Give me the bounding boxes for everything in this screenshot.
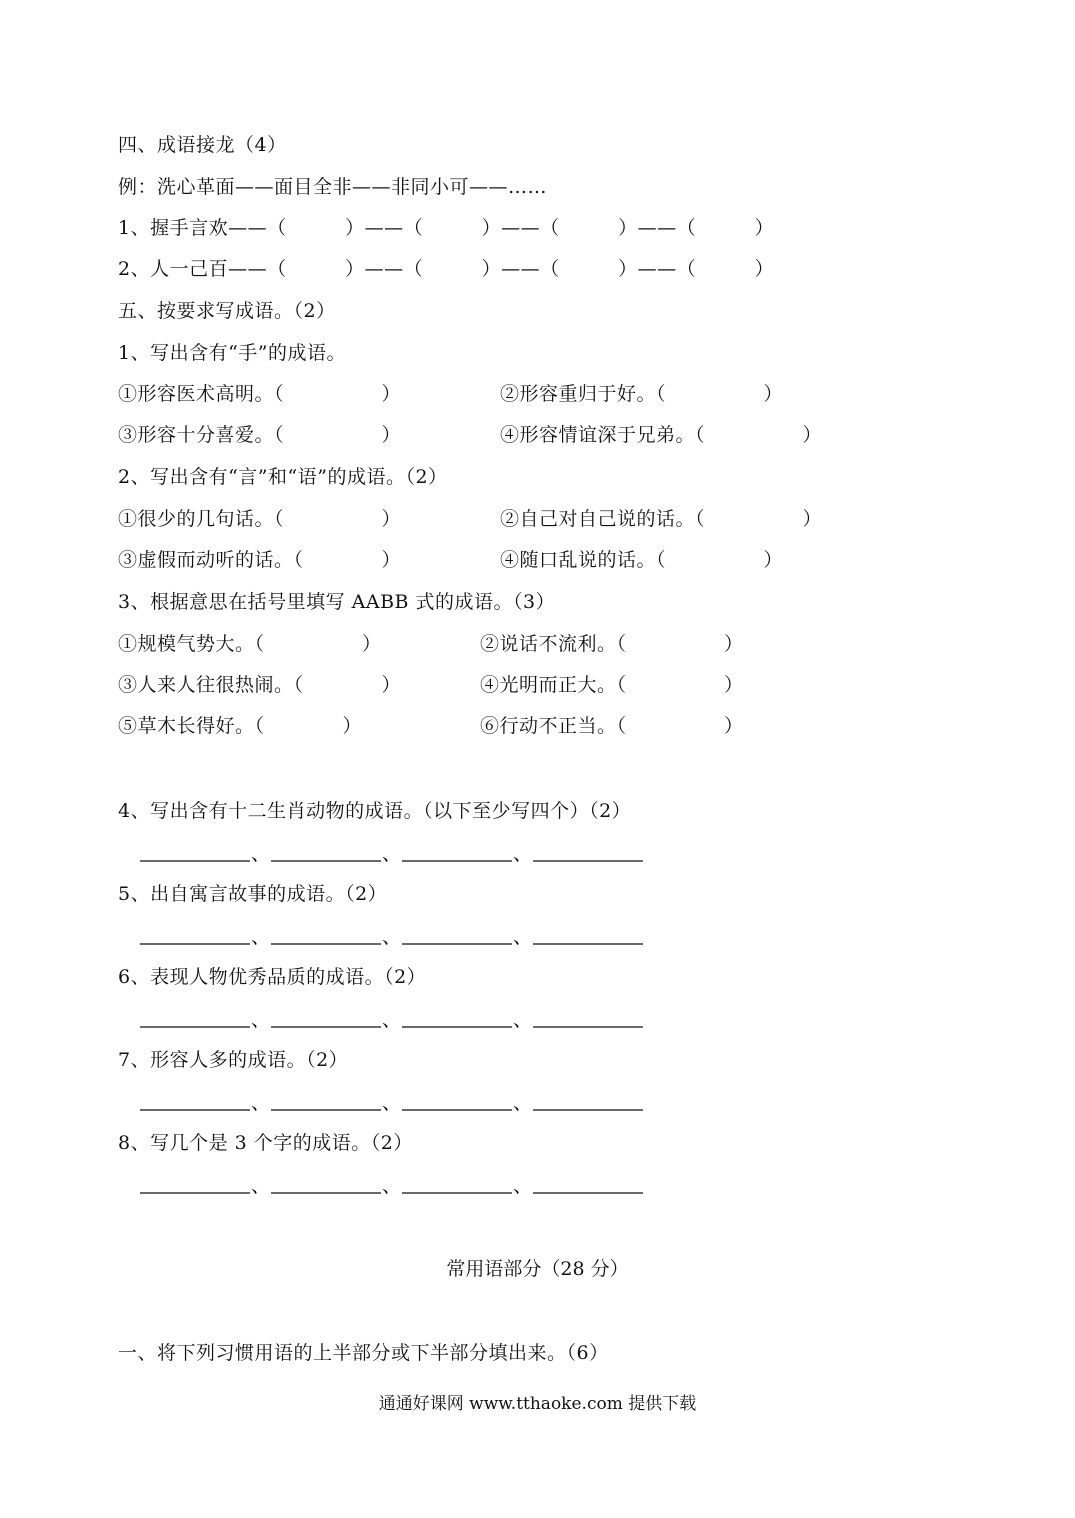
separator: 、 xyxy=(513,1092,533,1114)
separator: 、 xyxy=(251,843,271,865)
separator: 、 xyxy=(513,1009,533,1031)
separator: 、 xyxy=(382,1175,402,1197)
q5-title: 5、出自寓言故事的成语。（2） xyxy=(118,883,388,905)
q2-item-b: ②自己对自己说的话。（ ） xyxy=(500,508,823,530)
part2-section1: 一、将下列习惯用语的上半部分或下半部分填出来。（6） xyxy=(118,1342,609,1364)
q3-item-a: ①规模气势大。（ ） xyxy=(118,633,382,655)
separator: 、 xyxy=(251,926,271,948)
q2-item-a: ①很少的几句话。（ ） xyxy=(118,508,402,530)
section4-item1: 1、握手言欢——（ ）——（ ）——（ ）——（ ） xyxy=(118,217,775,239)
separator: 、 xyxy=(382,926,402,948)
q3-item-f: ⑥行动不正当。（ ） xyxy=(480,715,744,737)
q1-title: 1、写出含有“手”的成语。 xyxy=(118,342,347,364)
q4-title: 4、写出含有十二生肖动物的成语。（以下至少写四个）（2） xyxy=(118,800,632,822)
separator: 、 xyxy=(251,1175,271,1197)
separator: 、 xyxy=(382,843,402,865)
q6-answer-blanks[interactable] xyxy=(138,1006,658,1032)
part2-title: 常用语部分（28 分） xyxy=(446,1258,629,1280)
q1-item-b: ②形容重归于好。（ ） xyxy=(500,383,784,405)
q8-title: 8、写几个是 3 个字的成语。（2） xyxy=(118,1132,413,1154)
section4-heading: 四、成语接龙（4） xyxy=(118,134,287,156)
q3-item-d: ④光明而正大。（ ） xyxy=(480,674,744,696)
section4-example: 例：洗心革面——面目全非——非同小可——…… xyxy=(118,176,548,198)
q1-item-a: ①形容医术高明。（ ） xyxy=(118,383,402,405)
separator: 、 xyxy=(513,843,533,865)
q3-title: 3、根据意思在括号里填写 AABB 式的成语。（3） xyxy=(118,591,556,613)
q4-answer-blanks[interactable] xyxy=(138,840,658,866)
q1-item-d: ④形容情谊深于兄弟。（ ） xyxy=(500,424,823,446)
section5-heading: 五、按要求写成语。（2） xyxy=(118,300,336,322)
q7-answer-blanks[interactable] xyxy=(138,1089,658,1115)
q2-item-d: ④随口乱说的话。（ ） xyxy=(500,549,784,571)
footer-credit: 通通好课网 www.tthaoke.com 提供下载 xyxy=(378,1394,697,1414)
separator: 、 xyxy=(382,1009,402,1031)
q3-item-e: ⑤草木长得好。（ ） xyxy=(118,715,363,737)
q1-item-c: ③形容十分喜爱。（ ） xyxy=(118,424,402,446)
q2-title: 2、写出含有“言”和“语”的成语。（2） xyxy=(118,466,448,488)
q5-answer-blanks[interactable] xyxy=(138,923,658,949)
separator: 、 xyxy=(513,1175,533,1197)
q8-answer-blanks[interactable] xyxy=(138,1172,658,1198)
q6-title: 6、表现人物优秀品质的成语。（2） xyxy=(118,966,427,988)
q3-item-c: ③人来人往很热闹。（ ） xyxy=(118,674,402,696)
q7-title: 7、形容人多的成语。（2） xyxy=(118,1049,349,1071)
q2-item-c: ③虚假而动听的话。（ ） xyxy=(118,549,402,571)
section4-item2: 2、人一己百——（ ）——（ ）——（ ）——（ ） xyxy=(118,258,775,280)
separator: 、 xyxy=(251,1009,271,1031)
separator: 、 xyxy=(513,926,533,948)
q3-item-b: ②说话不流利。（ ） xyxy=(480,633,744,655)
separator: 、 xyxy=(382,1092,402,1114)
separator: 、 xyxy=(251,1092,271,1114)
